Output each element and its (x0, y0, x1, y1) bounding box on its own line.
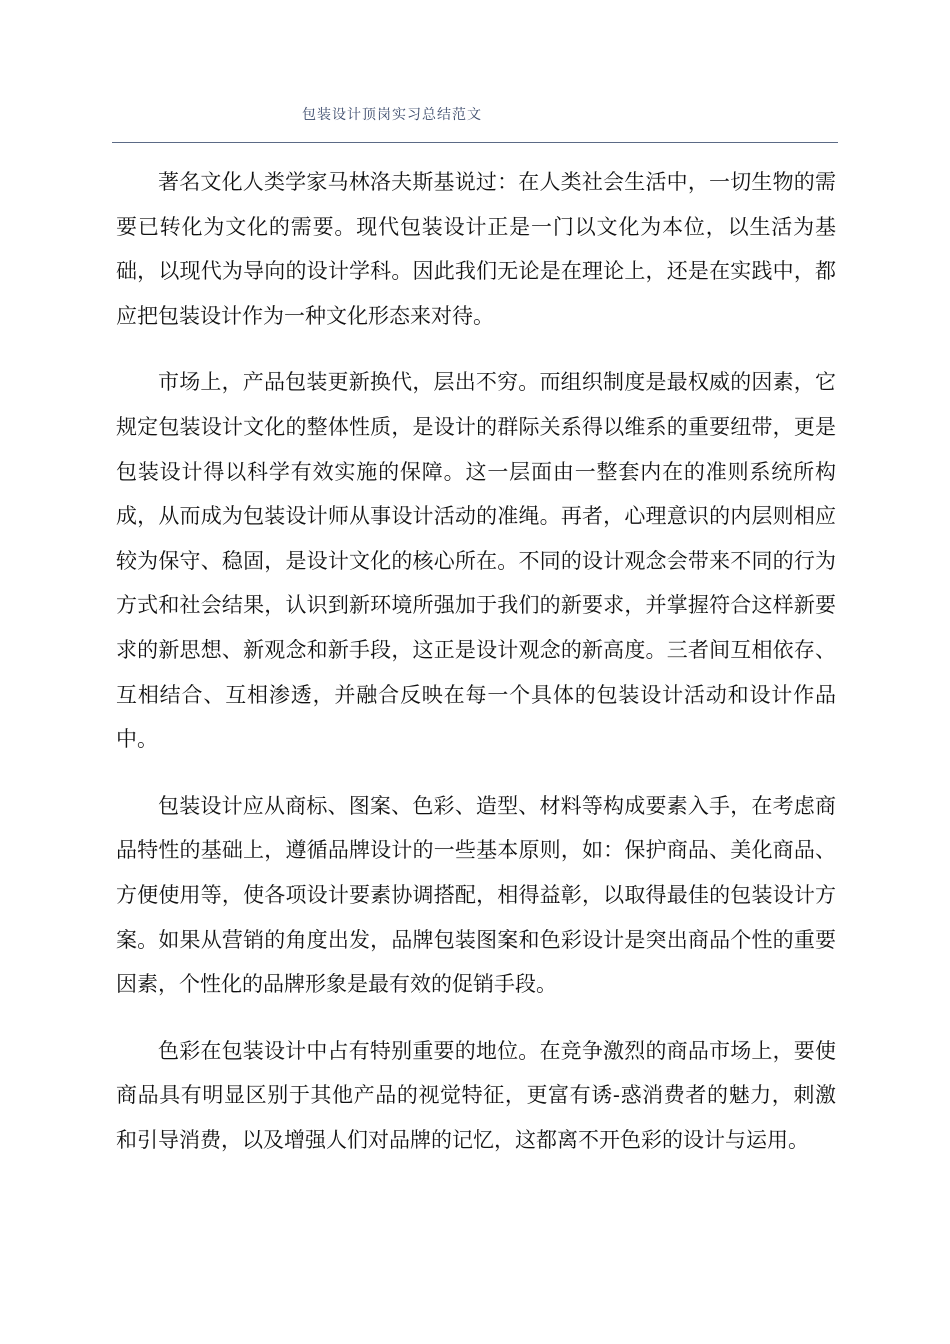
paragraph-3: 包装设计应从商标、图案、色彩、造型、材料等构成要素入手，在考虑商品特性的基础上，遵循品牌设计的一些基本原则，如：保护商品、美化商品、方便使用等，使各项设计要素协调搭配，相得益彰，以取得最佳的包装设计方案。如果从营销的角度出发，品牌包装图案和色彩设计是突出商品个性的重要因素，个性化的品牌形象是最有效的促销手段。 (116, 793, 836, 997)
paragraph-2: 市场上，产品包装更新换代，层出不穷。而组织制度是最权威的因素，它规定包装设计文化的整体性质，是设计的群际关系得以维系的重要纽带，更是包装设计得以科学有效实施的保障。这一层面由一整套内在的准则系统所构成，从而成为包装设计师从事设计活动的准绳。再者，心理意识的内层则相应较为保守、稳固，是设计文化的核心所在。不同的设计观念会带来不同的行为方式和社会结果，认识到新环境所强加于我们的新要求，并掌握符合这样新要求的新思想、新观念和新手段，这正是设计观念的新高度。三者间互相依存、互相结合、互相渗透，并融合反映在每一个具体的包装设计活动和设计作品中。 (116, 370, 836, 752)
document-body (116, 160, 836, 1184)
paragraph-1: 著名文化人类学家马林洛夫斯基说过：在人类社会生活中，一切生物的需要已转化为文化的需要。现代包装设计正是一门以文化为本位，以生活为基础，以现代为导向的设计学科。因此我们无论是在理论上，还是在实践中，都应把包装设计作为一种文化形态来对待。 (116, 170, 836, 328)
header-title: 包装设计顶岗实习总结范文 (302, 107, 482, 123)
header-divider (112, 142, 838, 143)
paragraph-4: 色彩在包装设计中占有特别重要的地位。在竞争激烈的商品市场上，要使商品具有明显区别于其他产品的视觉特征，更富有诱-惑消费者的魅力，刺激和引导消费，以及增强人们对品牌的记忆，这都离不开色彩的设计与运用。 (116, 1038, 836, 1152)
